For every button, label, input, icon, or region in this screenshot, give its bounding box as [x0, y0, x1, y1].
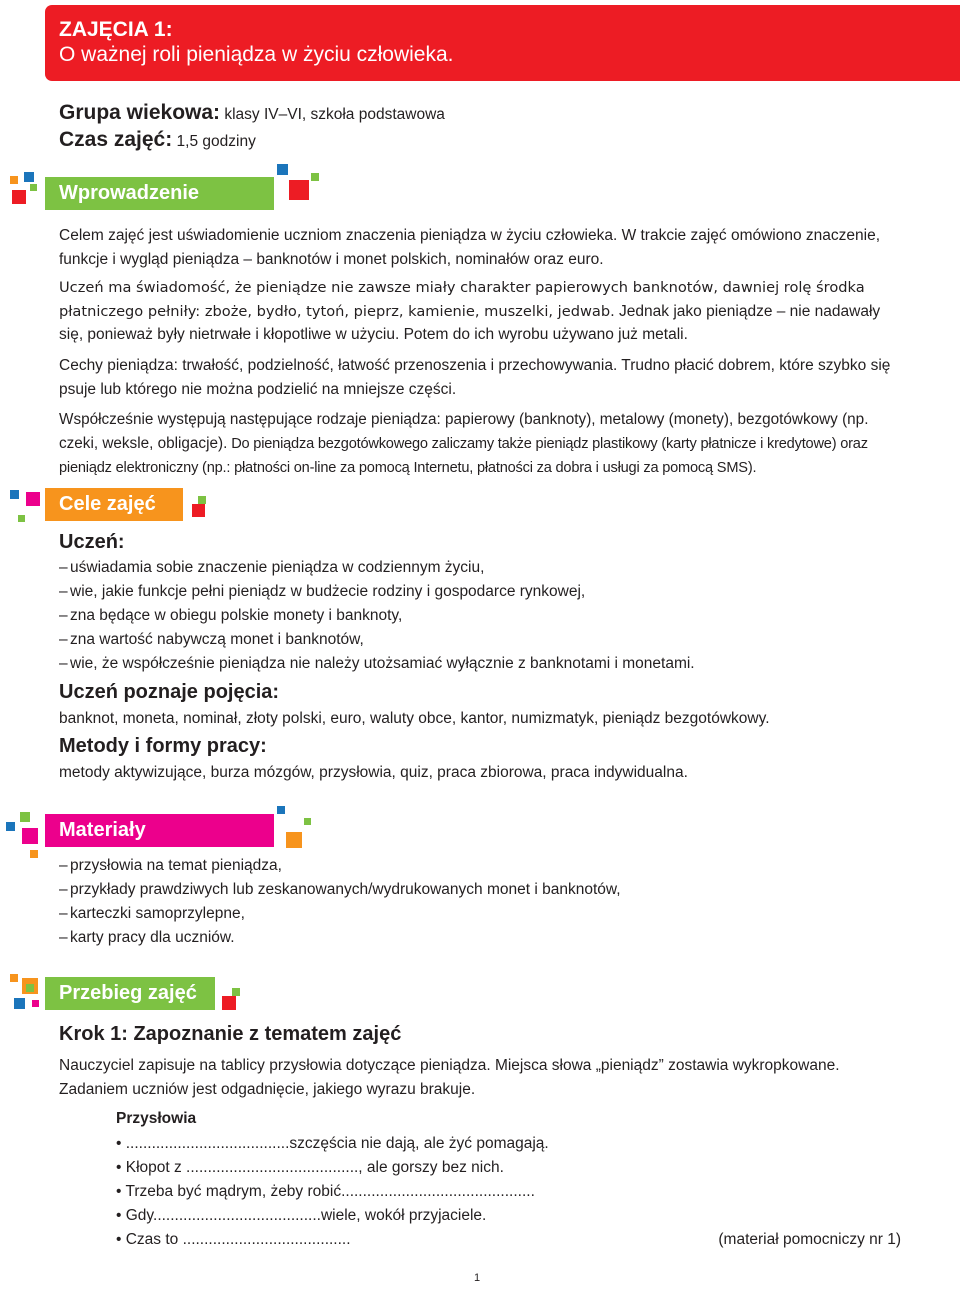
decor-square-icon — [232, 988, 240, 996]
step1-heading: Krok 1: Zapoznanie z tematem zajęć — [59, 1023, 402, 1045]
duration-label: Czas zajęć: — [59, 128, 173, 151]
decor-square-icon — [12, 190, 26, 204]
decor-square-icon — [22, 828, 38, 844]
concepts-heading: Uczeń poznaje pojęcia: — [59, 681, 280, 703]
decor-square-icon — [10, 490, 19, 499]
duration — [59, 128, 256, 152]
list-item: – karty pracy dla uczniów. — [59, 929, 235, 946]
lesson-header — [45, 5, 960, 81]
decor-square-icon — [198, 496, 206, 504]
intro-paragraph-4 — [59, 408, 907, 481]
decor-square-icon — [10, 176, 18, 184]
list-item: – zna wartość nabywczą monet i banknotów, — [59, 631, 364, 648]
decor-square-icon — [14, 998, 25, 1009]
age-group-value: klasy IV–VI, szkoła podstawowa — [220, 106, 445, 123]
decor-square-icon — [192, 504, 205, 517]
duration-value: 1,5 godziny — [172, 133, 256, 150]
proverb-item: • Trzeba być mądrym, żeby robić............................................. — [116, 1183, 535, 1200]
list-item: – zna będące w obiegu polskie monety i banknoty, — [59, 607, 403, 624]
intro-paragraph-3: Cechy pieniądza: trwałość, podzielność, łatwość przenoszenia i przechowywania. Trudno płacić dobrem, które szybko się psuje lub którego nie można podzielić na mniejsze części. — [59, 357, 891, 398]
section-course-header: Przebieg zajęć — [45, 977, 215, 1010]
decor-square-icon — [30, 850, 38, 858]
decor-square-icon — [277, 164, 288, 175]
section-materials-header: Materiały — [45, 814, 274, 847]
intro-paragraph-4-rest: Do pieniądza bezgotówkowego zaliczamy także pieniądz plastikowy (karty płatnicze i kredytowe) oraz pieniądz elektroniczny (np.: płatności on-line za pomocą Internetu, płatności za dobra i usługi za pomocą SMS). — [59, 435, 868, 476]
age-group — [59, 101, 445, 125]
proverbs-heading: Przysłowia — [116, 1110, 197, 1127]
decor-square-icon — [18, 515, 25, 522]
proverb-item: • Kłopot z ........................................, ale gorszy bez nich. — [116, 1159, 504, 1176]
lesson-title: ZAJĘCIA 1: — [59, 18, 173, 41]
decor-square-icon — [20, 812, 30, 822]
proverb-item: • Gdy.......................................wiele, wokół przyjaciele. — [116, 1207, 487, 1224]
decor-square-icon — [222, 996, 236, 1010]
decor-square-icon — [26, 492, 40, 506]
intro-paragraph-2-rest: Jednak jako pieniądze – nie nadawały się, ponieważ były nietrwałe i kłopotliwe w użyciu. Potem do ich wyrobu używano już metali. — [59, 302, 881, 343]
decor-square-icon — [289, 180, 309, 200]
step1-text: Nauczyciel zapisuje na tablicy przysłowia dotyczące pieniądza. Miejsca słowa „pieniądz” zostawia wykropkowane. Zadaniem uczniów jest odgadnięcie, jakiego wyrazu brakuje. — [59, 1057, 840, 1098]
intro-paragraph-2-lead: Uczeń ma świadomość, że pieniądze nie zawsze miały charakter papierowych banknotów, dawniej rolę środka płatniczego pełniły: zboże, bydło, tytoń, pieprz, kamienie, muszelki, jedwab. — [59, 279, 865, 320]
list-item: – przykłady prawdziwych lub zeskanowanych/wydrukowanych monet i banknotów, — [59, 881, 621, 898]
decor-square-icon — [24, 172, 34, 182]
list-item: – wie, że współcześnie pieniądza nie należy utożsamiać wyłącznie z banknotami i monetami. — [59, 655, 695, 672]
intro-paragraph-1: Celem zajęć jest uświadomienie uczniom znaczenia pieniądza w życiu człowieka. W trakcie zajęć omówiono znaczenie, funkcje i wygląd pieniądza – banknotów i monet polskich, nominałów oraz euro. — [59, 227, 881, 268]
intro-paragraph-2 — [59, 276, 907, 347]
decor-square-icon — [311, 173, 319, 181]
decor-square-icon — [304, 818, 311, 825]
decor-square-icon — [26, 984, 34, 992]
decor-square-icon — [277, 806, 285, 814]
list-item: – karteczki samoprzylepne, — [59, 905, 245, 922]
page-number: 1 — [474, 1272, 481, 1284]
section-intro-header: Wprowadzenie — [45, 177, 274, 210]
decor-square-icon — [6, 822, 15, 831]
list-item: – przysłowia na temat pieniądza, — [59, 857, 282, 874]
decor-square-icon — [286, 832, 302, 848]
decor-square-icon — [30, 184, 37, 191]
section-goals-header: Cele zajęć — [45, 488, 183, 521]
list-item: – wie, jakie funkcje pełni pieniądz w budżecie rodziny i gospodarce rynkowej, — [59, 583, 586, 600]
intro-paragraph-4-lead: Współcześnie występują następujące rodzaje pieniądza: papierowy (banknoty), metalowy (monety), bezgotówkowy (np. czeki, weksle, obligacje). — [59, 411, 869, 452]
proverb-item: • Czas to ....................................... — [116, 1231, 351, 1248]
methods-text: metody aktywizujące, burza mózgów, przysłowia, quiz, praca zbiorowa, praca indywidualna. — [59, 764, 688, 781]
methods-heading: Metody i formy pracy: — [59, 735, 267, 757]
age-group-label: Grupa wiekowa: — [59, 101, 221, 124]
lesson-subtitle: O ważnej roli pieniądza w życiu człowieka. — [59, 43, 454, 66]
concepts-text: banknot, moneta, nominał, złoty polski, euro, waluty obce, kantor, numizmatyk, pieniądz bezgotówkowy. — [59, 710, 770, 727]
list-item: – uświadamia sobie znaczenie pieniądza w codziennym życiu, — [59, 559, 485, 576]
material-reference: (materiał pomocniczy nr 1) — [718, 1231, 901, 1248]
decor-square-icon — [10, 974, 18, 982]
proverb-item: • ......................................szczęścia nie dają, ale żyć pomagają. — [116, 1135, 549, 1152]
student-heading: Uczeń: — [59, 531, 125, 553]
decor-square-icon — [32, 1000, 39, 1007]
